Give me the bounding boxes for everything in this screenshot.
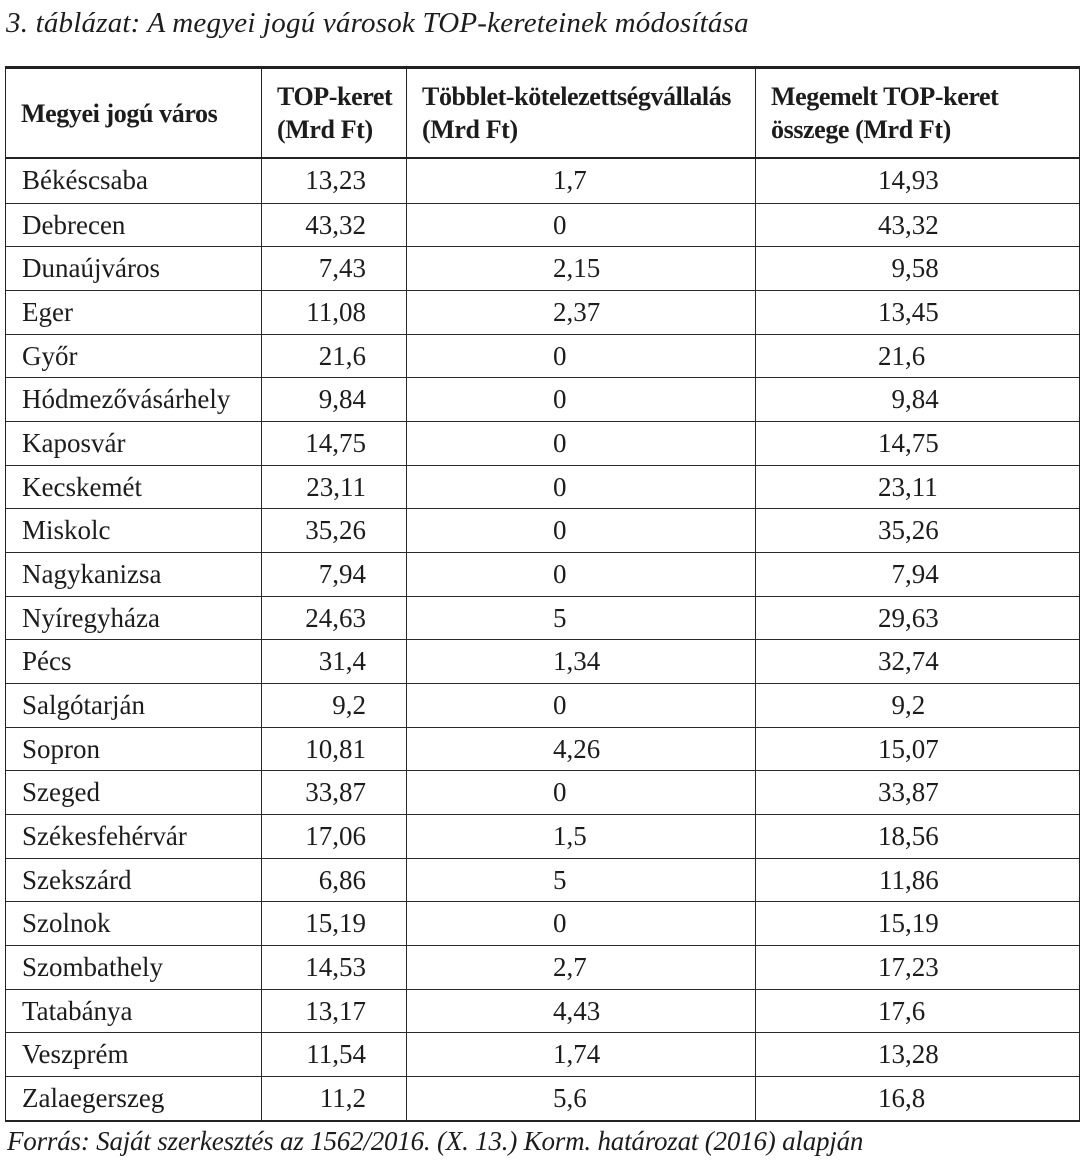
table-row bbox=[6, 159, 1079, 203]
cell-megemelt-dec: ,8 bbox=[905, 1082, 926, 1113]
cell-megemelt-dec: ,2 bbox=[905, 689, 926, 720]
cell-megemelt bbox=[755, 597, 1079, 640]
cell-top-keret: 11,54 bbox=[261, 1033, 406, 1076]
cell-city: Békéscsaba bbox=[22, 165, 148, 196]
cell-tobblet: 4,43 bbox=[406, 990, 755, 1033]
table-row bbox=[6, 290, 1079, 334]
table-row bbox=[6, 683, 1079, 727]
cell-megemelt-dec: ,19 bbox=[905, 908, 939, 939]
cell-megemelt-dec: ,93 bbox=[905, 165, 939, 196]
cell-top-keret: 21,6 bbox=[261, 335, 406, 378]
cell-tobblet: 1,7 bbox=[406, 159, 755, 203]
cell-megemelt-int: 9 bbox=[891, 253, 905, 284]
cell-megemelt bbox=[755, 946, 1079, 989]
cell-megemelt bbox=[755, 1077, 1079, 1120]
cell-tobblet: 1,5 bbox=[406, 815, 755, 858]
cell-megemelt-dec: ,26 bbox=[905, 515, 939, 546]
cell-megemelt-dec: ,11 bbox=[905, 471, 938, 502]
cell-city: Győr bbox=[22, 340, 78, 371]
cell-top-keret: 9,2 bbox=[261, 684, 406, 727]
table-row bbox=[6, 945, 1079, 989]
table-row bbox=[6, 770, 1079, 814]
table-row bbox=[6, 203, 1079, 247]
cell-tobblet: 0 bbox=[406, 684, 755, 727]
table-row bbox=[6, 727, 1079, 771]
table-caption: 3. táblázat: A megyei jogú városok TOP-kereteinek módosítása bbox=[6, 7, 749, 39]
cell-megemelt-dec: ,75 bbox=[905, 427, 939, 458]
cell-megemelt-int: 43 bbox=[878, 209, 905, 240]
table-header-row bbox=[6, 69, 1079, 159]
header-tobblet-line2: (Mrd Ft) bbox=[422, 115, 518, 144]
cell-megemelt-int: 14 bbox=[878, 427, 905, 458]
cell-megemelt bbox=[755, 291, 1079, 334]
cell-city: Kecskemét bbox=[22, 471, 142, 502]
table-row bbox=[6, 334, 1079, 378]
cell-megemelt-int: 13 bbox=[878, 296, 905, 327]
cell-top-keret: 43,32 bbox=[261, 204, 406, 247]
cell-megemelt-int: 15 bbox=[878, 733, 905, 764]
cell-top-keret: 6,86 bbox=[261, 859, 406, 902]
cell-megemelt-dec: ,45 bbox=[905, 296, 939, 327]
cell-megemelt bbox=[755, 902, 1079, 945]
cell-city: Sopron bbox=[22, 733, 101, 764]
cell-megemelt-int: 15 bbox=[878, 908, 905, 939]
cell-city: Tatabánya bbox=[22, 995, 133, 1026]
cell-top-keret: 14,53 bbox=[261, 946, 406, 989]
cell-top-keret: 7,94 bbox=[261, 553, 406, 596]
cell-megemelt-int: 7 bbox=[891, 558, 905, 589]
cell-top-keret: 15,19 bbox=[261, 902, 406, 945]
cell-megemelt-int: 21 bbox=[878, 340, 905, 371]
cell-megemelt-int: 13 bbox=[878, 1039, 905, 1070]
cell-megemelt-dec: ,6 bbox=[905, 340, 926, 371]
cell-tobblet: 0 bbox=[406, 466, 755, 509]
cell-tobblet: 2,37 bbox=[406, 291, 755, 334]
cell-top-keret: 9,84 bbox=[261, 378, 406, 421]
cell-top-keret: 13,23 bbox=[261, 159, 406, 203]
cell-top-keret: 31,4 bbox=[261, 640, 406, 683]
cell-megemelt-int: 9 bbox=[891, 689, 905, 720]
cell-megemelt-dec: ,28 bbox=[905, 1039, 939, 1070]
cell-top-keret: 13,17 bbox=[261, 990, 406, 1033]
table-row bbox=[6, 639, 1079, 683]
table-row bbox=[6, 989, 1079, 1033]
cell-megemelt-dec: ,74 bbox=[905, 646, 939, 677]
cell-city: Nagykanizsa bbox=[22, 558, 162, 589]
cell-tobblet: 5,6 bbox=[406, 1077, 755, 1120]
header-top-keret-line2: (Mrd Ft) bbox=[277, 115, 373, 144]
cell-megemelt-int: 29 bbox=[878, 602, 905, 633]
cell-tobblet: 0 bbox=[406, 902, 755, 945]
cell-megemelt-dec: ,07 bbox=[905, 733, 939, 764]
header-tobblet bbox=[406, 69, 755, 157]
cell-megemelt bbox=[755, 859, 1079, 902]
cell-megemelt bbox=[755, 728, 1079, 771]
cell-tobblet: 4,26 bbox=[406, 728, 755, 771]
cell-megemelt-dec: ,84 bbox=[905, 384, 939, 415]
cell-megemelt bbox=[755, 553, 1079, 596]
header-megemelt-line2: összege (Mrd Ft) bbox=[771, 115, 951, 144]
cell-megemelt bbox=[755, 771, 1079, 814]
table-row bbox=[6, 421, 1079, 465]
cell-megemelt-int: 32 bbox=[878, 646, 905, 677]
cell-megemelt bbox=[755, 422, 1079, 465]
cell-top-keret: 33,87 bbox=[261, 771, 406, 814]
header-tobblet-line1: Többlet-kötelezettségvállalás bbox=[422, 82, 732, 111]
table-row bbox=[6, 1032, 1079, 1076]
cell-megemelt-int: 14 bbox=[878, 165, 905, 196]
cell-top-keret: 11,2 bbox=[261, 1077, 406, 1120]
cell-tobblet: 2,7 bbox=[406, 946, 755, 989]
cell-megemelt-int: 35 bbox=[878, 515, 905, 546]
table-row bbox=[6, 552, 1079, 596]
cell-tobblet: 0 bbox=[406, 335, 755, 378]
table-row bbox=[6, 596, 1079, 640]
cell-city: Zalaegerszeg bbox=[22, 1082, 165, 1113]
table-body bbox=[6, 159, 1079, 1120]
cell-top-keret: 14,75 bbox=[261, 422, 406, 465]
cell-megemelt bbox=[755, 990, 1079, 1033]
cell-city: Dunaújváros bbox=[22, 253, 160, 284]
cell-megemelt-dec: ,94 bbox=[905, 558, 939, 589]
header-megemelt bbox=[755, 69, 1079, 157]
cell-tobblet: 0 bbox=[406, 422, 755, 465]
cell-top-keret: 11,08 bbox=[261, 291, 406, 334]
cell-megemelt-int: 18 bbox=[878, 820, 905, 851]
cell-megemelt bbox=[755, 1033, 1079, 1076]
cell-city: Szeged bbox=[22, 777, 100, 808]
cell-megemelt-dec: ,87 bbox=[905, 777, 939, 808]
cell-megemelt bbox=[755, 509, 1079, 552]
table-row bbox=[6, 1076, 1079, 1120]
cell-megemelt-dec: ,6 bbox=[905, 995, 926, 1026]
cell-tobblet: 0 bbox=[406, 553, 755, 596]
cell-megemelt-int: 33 bbox=[878, 777, 905, 808]
cell-megemelt-int: 11 bbox=[879, 864, 905, 895]
header-city-line1: Megyei jogú város bbox=[21, 98, 218, 128]
cell-top-keret: 17,06 bbox=[261, 815, 406, 858]
cell-megemelt-dec: ,23 bbox=[905, 951, 939, 982]
cell-megemelt-dec: ,56 bbox=[905, 820, 939, 851]
cell-megemelt-int: 16 bbox=[878, 1082, 905, 1113]
cell-megemelt-int: 9 bbox=[891, 384, 905, 415]
cell-top-keret: 10,81 bbox=[261, 728, 406, 771]
cell-top-keret: 24,63 bbox=[261, 597, 406, 640]
table-row bbox=[6, 377, 1079, 421]
cell-top-keret: 35,26 bbox=[261, 509, 406, 552]
cell-megemelt-int: 23 bbox=[878, 471, 905, 502]
cell-top-keret: 7,43 bbox=[261, 247, 406, 290]
cell-tobblet: 1,74 bbox=[406, 1033, 755, 1076]
cell-megemelt-int: 17 bbox=[878, 951, 905, 982]
cell-tobblet: 0 bbox=[406, 378, 755, 421]
cell-tobblet: 2,15 bbox=[406, 247, 755, 290]
table-row bbox=[6, 814, 1079, 858]
data-table bbox=[5, 66, 1080, 1122]
cell-city: Pécs bbox=[22, 646, 72, 677]
cell-city: Veszprém bbox=[22, 1039, 129, 1070]
cell-tobblet: 1,34 bbox=[406, 640, 755, 683]
header-city bbox=[6, 69, 261, 157]
cell-megemelt-int: 17 bbox=[878, 995, 905, 1026]
cell-tobblet: 0 bbox=[406, 771, 755, 814]
cell-megemelt bbox=[755, 684, 1079, 727]
cell-megemelt-dec: ,86 bbox=[905, 864, 939, 895]
table-row bbox=[6, 901, 1079, 945]
header-megemelt-line1: Megemelt TOP-keret bbox=[771, 82, 999, 111]
table-row bbox=[6, 465, 1079, 509]
source-note: Forrás: Saját szerkesztés az 1562/2016. (X. 13.) Korm. határozat (2016) alapján bbox=[7, 1126, 864, 1156]
cell-city: Kaposvár bbox=[22, 427, 126, 458]
table-row bbox=[6, 246, 1079, 290]
header-top-keret bbox=[261, 69, 406, 157]
cell-city: Eger bbox=[22, 296, 73, 327]
cell-megemelt bbox=[755, 247, 1079, 290]
cell-megemelt bbox=[755, 378, 1079, 421]
cell-tobblet: 5 bbox=[406, 859, 755, 902]
cell-city: Debrecen bbox=[22, 209, 126, 240]
cell-tobblet: 0 bbox=[406, 509, 755, 552]
cell-top-keret: 23,11 bbox=[261, 466, 406, 509]
table-row bbox=[6, 858, 1079, 902]
cell-megemelt bbox=[755, 466, 1079, 509]
cell-city: Szekszárd bbox=[22, 864, 132, 895]
header-top-keret-line1: TOP-keret bbox=[277, 82, 393, 111]
cell-megemelt bbox=[755, 335, 1079, 378]
cell-megemelt bbox=[755, 640, 1079, 683]
cell-city: Székesfehérvár bbox=[22, 820, 187, 851]
cell-tobblet: 0 bbox=[406, 204, 755, 247]
cell-megemelt bbox=[755, 204, 1079, 247]
cell-city: Miskolc bbox=[22, 515, 111, 546]
cell-megemelt-dec: ,63 bbox=[905, 602, 939, 633]
cell-city: Szolnok bbox=[22, 908, 111, 939]
cell-city: Szombathely bbox=[22, 951, 163, 982]
cell-megemelt bbox=[755, 159, 1079, 203]
cell-city: Nyíregyháza bbox=[22, 602, 160, 633]
cell-megemelt-dec: ,58 bbox=[905, 253, 939, 284]
cell-megemelt bbox=[755, 815, 1079, 858]
cell-megemelt-dec: ,32 bbox=[905, 209, 939, 240]
cell-city: Hódmezővásárhely bbox=[22, 384, 231, 415]
cell-tobblet: 5 bbox=[406, 597, 755, 640]
cell-city: Salgótarján bbox=[22, 689, 145, 720]
table-row bbox=[6, 508, 1079, 552]
